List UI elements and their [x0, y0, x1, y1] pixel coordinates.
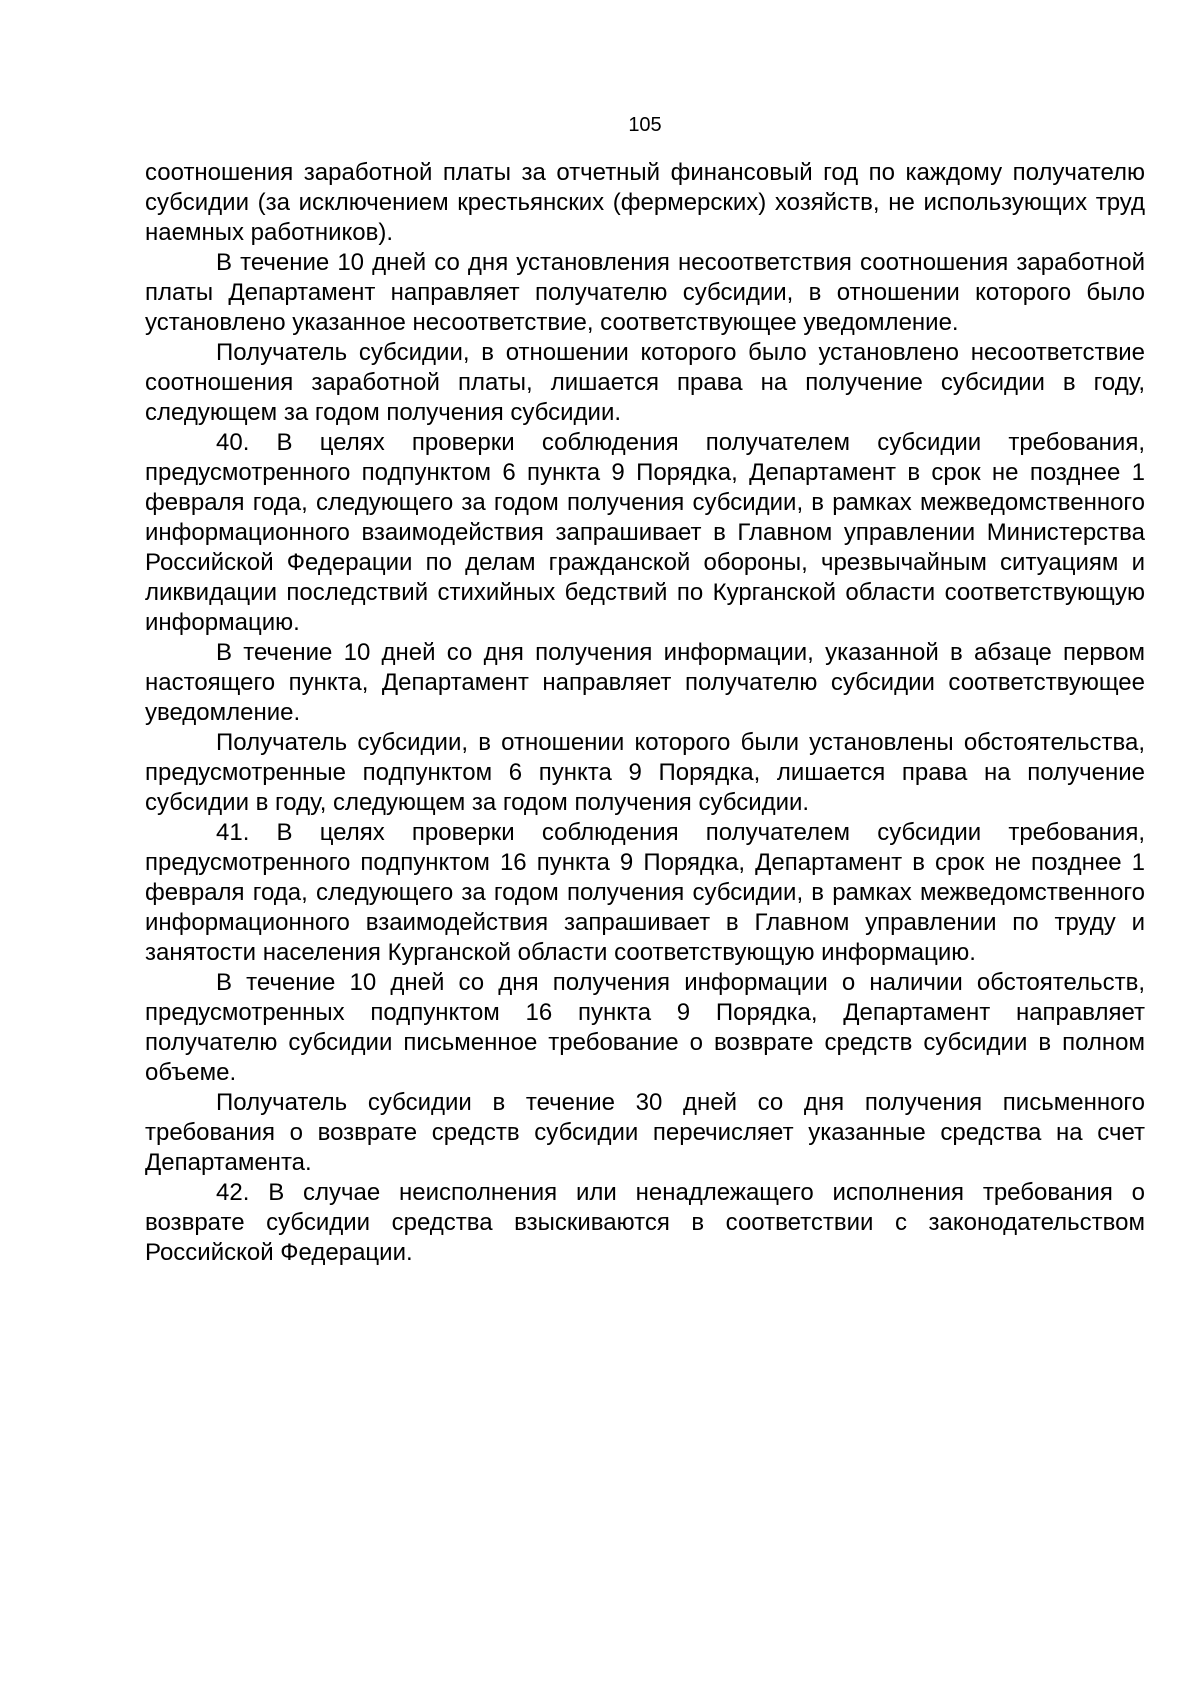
paragraph: Получатель субсидии в течение 30 дней со дня получения письменного требования о возврате средств субсидии перечисляет указанные средства на счет Департамента. — [145, 1089, 1145, 1176]
paragraph-item-42: 42. В случае неисполнения или ненадлежащего исполнения требования о возврате субсидии средства взыскиваются в соответствии с законодательством Российской Федерации. — [145, 1179, 1145, 1266]
paragraph: Получатель субсидии, в отношении которого было установлено несоответствие соотношения заработной платы, лишается права на получение субсидии в году, следующем за годом получения субсидии. — [145, 339, 1145, 426]
paragraph-continuation: соотношения заработной платы за отчетный финансовый год по каждому получателю субсидии (за исключением крестьянских (фермерских) хозяйств, не использующих труд наемных работников). — [145, 159, 1145, 246]
document-body — [145, 158, 1145, 1268]
paragraph-item-41: 41. В целях проверки соблюдения получателем субсидии требования, предусмотренного подпунктом 16 пункта 9 Порядка, Департамент в срок не позднее 1 февраля года, следующего за годом получения субсидии, в рамках межведомственного информационного взаимодействия запрашивает в Главном управлении по труду и занятости населения Курганской области соответствующую информацию. — [145, 819, 1145, 966]
page-number: 105 — [628, 114, 662, 136]
paragraph: В течение 10 дней со дня получения информации, указанной в абзаце первом настоящего пункта, Департамент направляет получателю субсидии соответствующее уведомление. — [145, 639, 1145, 726]
paragraph-item-40: 40. В целях проверки соблюдения получателем субсидии требования, предусмотренного подпунктом 6 пункта 9 Порядка, Департамент в срок не позднее 1 февраля года, следующего за годом получения субсидии, в рамках межведомственного информационного взаимодействия запрашивает в Главном управлении Министерства Российской Федерации по делам гражданской обороны, чрезвычайным ситуациям и ликвидации последствий стихийных бедствий по Курганской области соответствующую информацию. — [145, 429, 1145, 636]
paragraph: Получатель субсидии, в отношении которого были установлены обстоятельства, предусмотренные подпунктом 6 пункта 9 Порядка, лишается права на получение субсидии в году, следующем за годом получения субсидии. — [145, 729, 1145, 816]
paragraph: В течение 10 дней со дня получения информации о наличии обстоятельств, предусмотренных подпунктом 16 пункта 9 Порядка, Департамент направляет получателю субсидии письменное требование о возврате средств субсидии в полном объеме. — [145, 969, 1145, 1086]
paragraph: В течение 10 дней со дня установления несоответствия соотношения заработной платы Департамент направляет получателю субсидии, в отношении которого было установлено указанное несоответствие, соответствующее уведомление. — [145, 249, 1145, 336]
